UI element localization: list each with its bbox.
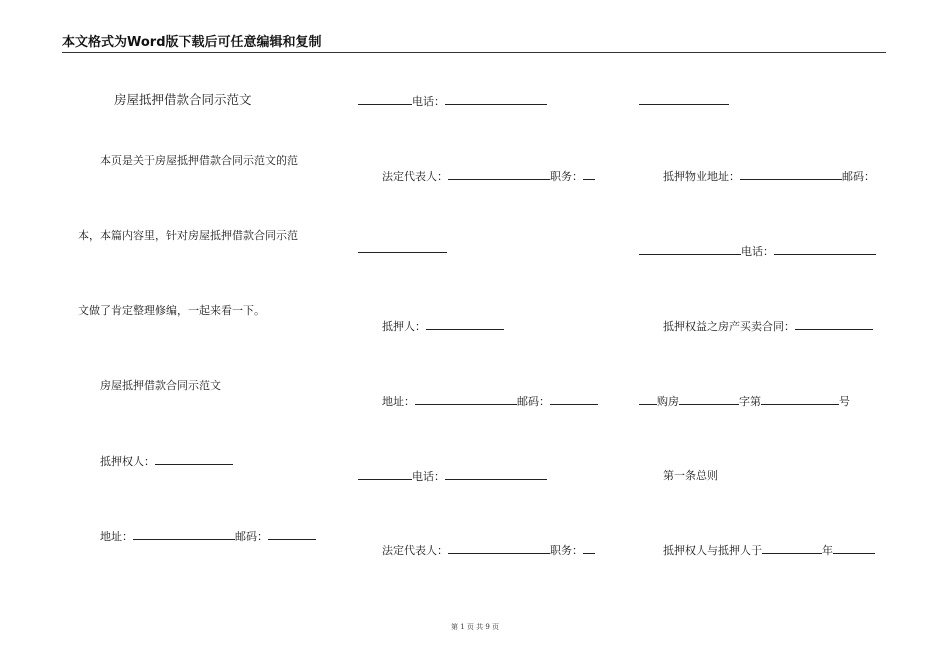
article-title: 第一条总则 <box>663 469 718 482</box>
deed-label-2: 字第 <box>739 395 761 408</box>
intro-line-2: 本，本篇内容里，针对房屋抵押借款合同示范 <box>78 229 298 242</box>
contract-label: 抵押权益之房产买卖合同： <box>663 320 795 333</box>
phone-field-2 <box>358 469 547 484</box>
mortgagor-blank <box>426 319 504 330</box>
header-text: 本文格式为Word版下载后可任意编辑和复制 <box>62 35 322 50</box>
deed-blank <box>679 394 739 405</box>
duty-label: 职务： <box>550 170 583 183</box>
postcode-blank <box>268 529 316 540</box>
address-postcode-field <box>100 529 316 544</box>
address-blank <box>415 394 517 405</box>
blank-line <box>639 104 729 105</box>
blank-line <box>358 469 412 480</box>
deed-blank <box>761 394 839 405</box>
deed-label-3: 号 <box>839 395 850 408</box>
page-number: 第 1 页 共 9 页 <box>450 623 500 631</box>
clause-label-2: 年 <box>822 544 833 557</box>
deed-blank <box>639 394 657 405</box>
phone-blank <box>445 469 547 480</box>
document-title: 房屋抵押借款合同示范文 <box>114 92 252 107</box>
duty-blank <box>583 169 595 180</box>
page-footer <box>0 623 950 631</box>
postcode-blank <box>550 394 598 405</box>
address-blank <box>133 529 235 540</box>
phone-label: 电话： <box>741 245 774 258</box>
address-label: 地址： <box>100 530 133 543</box>
legal-rep-label: 法定代表人： <box>382 544 448 557</box>
phone-field-3 <box>639 244 876 259</box>
deed-label-1: 购房 <box>657 395 679 408</box>
legal-rep-field-1 <box>382 169 595 184</box>
postcode-label: 邮码： <box>517 395 550 408</box>
mortgagor-label: 抵押人： <box>382 320 426 333</box>
clause-field <box>663 543 875 558</box>
clause-blank <box>833 543 875 554</box>
intro-line-3: 文做了肯定整理修编，一起来看一下。 <box>78 304 265 317</box>
phone-label: 电话： <box>412 95 445 108</box>
section-title: 房屋抵押借款合同示范文 <box>100 379 221 392</box>
property-address-label: 抵押物业地址： <box>663 170 740 183</box>
legal-rep-blank <box>448 543 550 554</box>
duty-blank <box>583 543 595 554</box>
mortgagee-label: 抵押权人： <box>100 455 155 468</box>
contract-blank <box>795 319 873 330</box>
duty-label: 职务： <box>550 544 583 557</box>
property-address-field <box>663 169 875 184</box>
mortgagee-field <box>100 454 233 469</box>
legal-rep-blank <box>448 169 550 180</box>
mortgagor-field <box>382 319 504 334</box>
legal-rep-label: 法定代表人： <box>382 170 448 183</box>
clause-label-1: 抵押权人与抵押人于 <box>663 544 762 557</box>
address-postcode-field-2 <box>382 394 598 409</box>
postcode-label: 邮码： <box>842 170 875 183</box>
deed-number-field <box>639 394 850 409</box>
mortgagee-blank <box>155 454 233 465</box>
clause-blank <box>762 543 822 554</box>
blank-line <box>358 252 447 253</box>
intro-line-1: 本页是关于房屋抵押借款合同示范文的范 <box>100 154 298 167</box>
blank-line <box>639 244 741 255</box>
blank-line <box>358 94 412 105</box>
postcode-label: 邮码： <box>235 530 268 543</box>
legal-rep-field-2 <box>382 543 595 558</box>
phone-blank <box>445 94 547 105</box>
phone-label: 电话： <box>412 470 445 483</box>
property-address-blank <box>740 169 842 180</box>
contract-field <box>663 319 873 334</box>
phone-field-1 <box>358 94 547 109</box>
document-header <box>62 35 886 53</box>
phone-blank <box>774 244 876 255</box>
address-label: 地址： <box>382 395 415 408</box>
